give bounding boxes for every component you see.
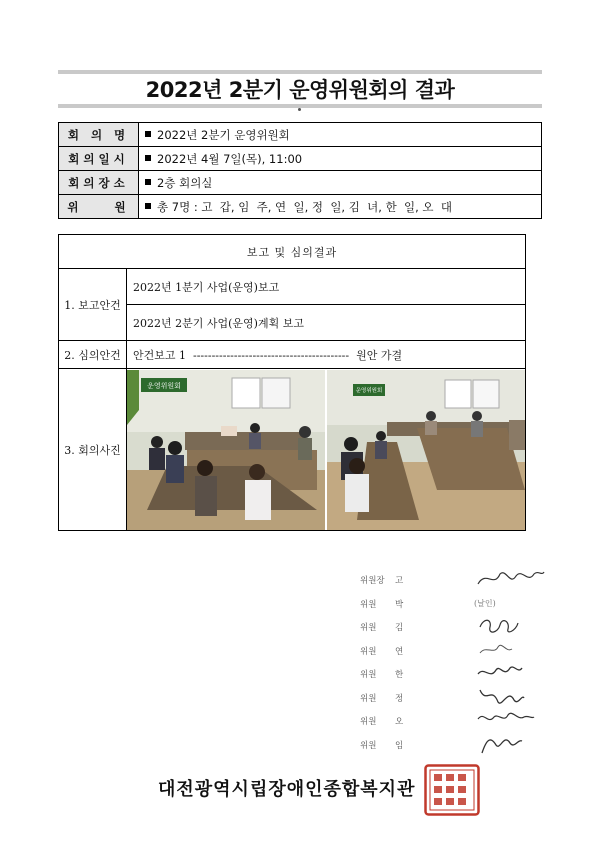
review-label: 2. 심의안건 <box>59 341 127 369</box>
info-label: 회 의 명 <box>59 123 139 147</box>
info-row-members <box>59 195 542 219</box>
signature-role: 위원 <box>360 646 377 657</box>
handwritten-signature-5 <box>476 660 526 684</box>
info-value <box>139 147 542 171</box>
page-title: 2022년 2분기 운영위원회의 결과 <box>145 78 455 102</box>
bullet-icon <box>145 155 151 161</box>
info-value-text: 2022년 2분기 운영위원회 <box>157 127 290 142</box>
meeting-photos <box>127 369 526 531</box>
photo-sign-2: 운영위원회 <box>355 387 383 394</box>
signature-name: 박 <box>395 599 404 610</box>
info-row-name <box>59 123 542 147</box>
signature-role: 위원 <box>360 693 377 704</box>
report-label: 1. 보고안건 <box>59 269 127 341</box>
signature-role: 위원 <box>360 740 377 751</box>
info-value-text: 2022년 4월 7일(목), 11:00 <box>157 151 303 166</box>
signature-name: 김 <box>395 623 404 633</box>
signature-name: 오 <box>395 717 404 727</box>
info-value-text: 2층 회의실 <box>157 175 213 190</box>
meeting-photo-2-image <box>327 370 525 530</box>
info-label: 회의장소 <box>59 171 139 195</box>
meeting-photo-1-image <box>127 370 325 530</box>
signature-role: 위원 <box>360 623 377 633</box>
report-table <box>58 234 526 531</box>
bullet-icon <box>145 131 151 137</box>
report-item: 2022년 1분기 사업(운영)보고 <box>127 269 526 305</box>
review-item: 안건보고 1 ------------------------------------------ 원안 가결 <box>127 341 526 369</box>
info-value <box>139 123 542 147</box>
meeting-photo-1 <box>127 370 325 530</box>
handwritten-signature-1 <box>476 566 546 590</box>
info-value <box>139 171 542 195</box>
signature-role: 위원장 <box>360 576 385 586</box>
signature-name: 고 <box>395 576 404 586</box>
handwritten-signature-4 <box>476 637 526 661</box>
bullet-icon <box>145 179 151 185</box>
info-value <box>139 195 542 219</box>
signature-name: 정 <box>395 693 404 704</box>
handwritten-signature-7 <box>476 707 536 731</box>
bullet-icon <box>145 203 151 209</box>
info-value-text: 총 7명 : 고 갑, 임 주, 연 일, 정 일, 김 녀, 한 일, 오 대 <box>157 199 452 214</box>
official-seal-icon <box>424 764 480 816</box>
signature-name: 임 <box>395 740 404 751</box>
signature-row <box>340 735 540 759</box>
meeting-info-table <box>58 122 542 219</box>
title-rule-top <box>58 70 542 74</box>
report-header: 보고 및 심의결과 <box>59 235 526 269</box>
organization-name: 대전광역시립장애인종합복지관 <box>158 779 416 800</box>
signature-name: 연 <box>395 646 404 657</box>
signature-row <box>340 570 540 594</box>
signature-list <box>340 570 540 758</box>
info-label: 회의일시 <box>59 147 139 171</box>
signature-role: 위원 <box>360 670 377 680</box>
photo-label: 3. 회의사진 <box>59 369 127 531</box>
handwritten-signature-3 <box>476 613 526 637</box>
meeting-photo-2 <box>325 370 525 530</box>
info-row-datetime <box>59 147 542 171</box>
info-label: 위 원 <box>59 195 139 219</box>
title-dot <box>298 108 301 111</box>
info-row-place <box>59 171 542 195</box>
handwritten-signature-6 <box>476 684 526 708</box>
report-item: 2022년 2분기 사업(운영)계획 보고 <box>127 305 526 341</box>
seal-mark-text: (날인) <box>474 598 496 608</box>
handwritten-signature-8 <box>476 731 526 755</box>
signature-role: 위원 <box>360 599 377 610</box>
signature-role: 위원 <box>360 717 377 727</box>
signature-name: 한 <box>395 670 404 680</box>
photo-sign-1: 운영위원회 <box>147 381 181 390</box>
